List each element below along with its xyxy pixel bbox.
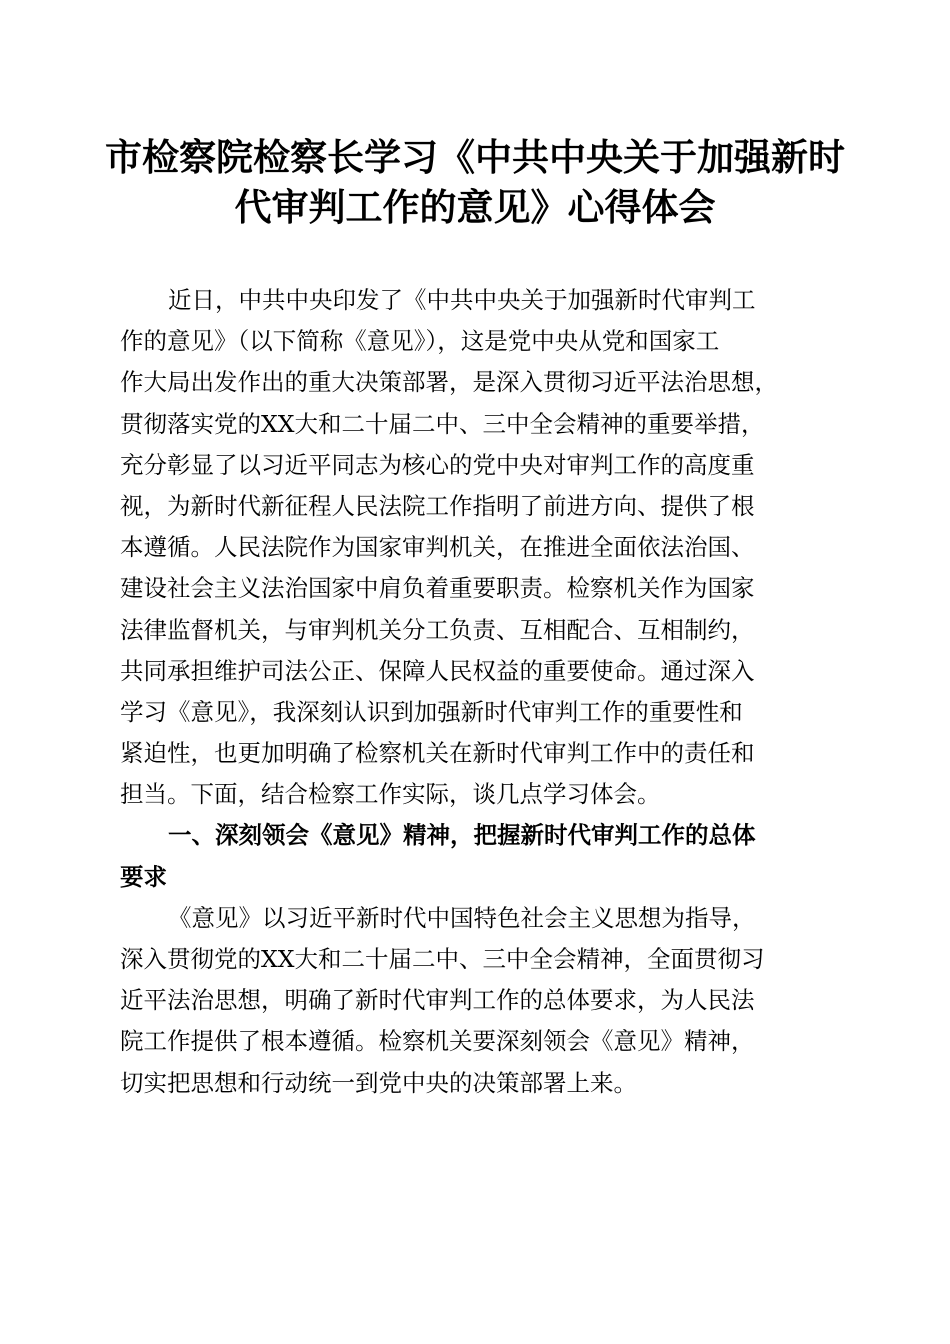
paragraph-line: 本遵循。人民法院作为国家审判机关，在推进全面依法治国、 xyxy=(120,533,755,562)
heading-line: 一、深刻领会《意见》精神，把握新时代审判工作的总体 xyxy=(168,821,756,850)
paragraph-line: 法律监督机关，与审判机关分工负责、互相配合、互相制约， xyxy=(120,615,755,644)
paragraph-line: 贯彻落实党的XX大和二十届二中、三中全会精神的重要举措， xyxy=(120,409,765,438)
paragraph-line: 紧迫性，也更加明确了检察机关在新时代审判工作中的责任和 xyxy=(120,739,755,768)
paragraph-line: 《意见》以习近平新时代中国特色社会主义思想为指导， xyxy=(168,903,756,932)
paragraph-line: 充分彰显了以习近平同志为核心的党中央对审判工作的高度重 xyxy=(120,450,755,479)
paragraph-line: 近平法治思想，明确了新时代审判工作的总体要求，为人民法 xyxy=(120,986,755,1015)
heading-line: 要求 xyxy=(120,862,167,891)
title-line: 代审判工作的意见》心得体会 xyxy=(234,185,716,229)
paragraph-line: 视，为新时代新征程人民法院工作指明了前进方向、提供了根 xyxy=(120,491,755,520)
title-line: 市检察院检察长学习《中共中央关于加强新时 xyxy=(105,135,845,179)
paragraph-line: 近日，中共中央印发了《中共中央关于加强新时代审判工 xyxy=(168,286,756,314)
paragraph-line: 切实把思想和行动统一到党中央的决策部署上来。 xyxy=(120,1068,637,1097)
paragraph-line: 担当。下面，结合检察工作实际，谈几点学习体会。 xyxy=(120,780,661,809)
intro-paragraph xyxy=(120,280,840,815)
paragraph-line: 作的意见》（以下简称《意见》），这是党中央从党和国家工 xyxy=(120,327,720,356)
paragraph-line: 学习《意见》，我深刻认识到加强新时代审判工作的重要性和 xyxy=(120,697,743,726)
paragraph-line: 建设社会主义法治国家中肩负着重要职责。检察机关作为国家 xyxy=(120,574,755,603)
document-body xyxy=(120,280,840,1104)
paragraph-line: 作大局出发作出的重大决策部署，是深入贯彻习近平法治思想， xyxy=(120,368,778,397)
paragraph-line: 深入贯彻党的XX大和二十届二中、三中全会精神，全面贯彻习 xyxy=(120,945,765,973)
section-paragraph xyxy=(120,898,840,1104)
paragraph-line: 院工作提供了根本遵循。检察机关要深刻领会《意见》精神， xyxy=(120,1027,755,1056)
paragraph-line: 共同承担维护司法公正、保障人民权益的重要使命。通过深入 xyxy=(120,656,755,685)
section-heading xyxy=(120,815,840,897)
document-title xyxy=(100,132,850,232)
